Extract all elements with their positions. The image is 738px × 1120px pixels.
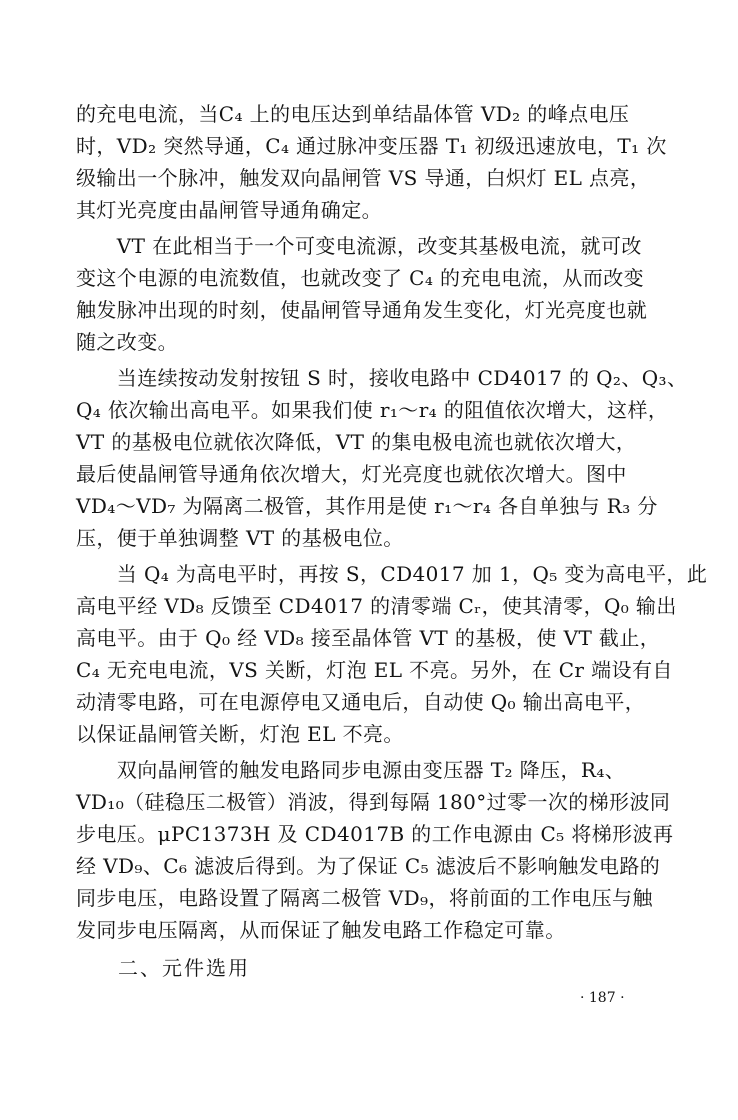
text-line: VD₄～VD₇ 为隔离二极管，其作用是使 r₁～r₄ 各自单独与 R₃ 分 — [76, 494, 658, 518]
text-line: 变这个电源的电流数值，也就改变了 C₄ 的充电电流，从而改变 — [76, 266, 645, 290]
paragraph-2 — [76, 230, 666, 358]
text-line: 以保证晶闸管关断，灯泡 EL 不亮。 — [76, 722, 404, 746]
text-line: 其灯光亮度由晶闸管导通角确定。 — [76, 198, 382, 222]
text-line: 压，便于单独调整 VT 的基极电位。 — [76, 526, 404, 550]
text-line: 经 VD₉、C₆ 滤波后得到。为了保证 C₅ 滤波后不影响触发电路的 — [76, 854, 661, 878]
text-line: VT 的基极电位就依次降低，VT 的集电极电流也就依次增大， — [76, 430, 637, 454]
text-line: 高电平经 VD₈ 反馈至 CD4017 的清零端 Cᵣ，使其清零，Q₀ 输出 — [76, 594, 677, 618]
paragraph-1 — [76, 98, 666, 226]
text-line: 当连续按动发射按钮 S 时，接收电路中 CD4017 的 Q₂、Q₃、 — [76, 366, 688, 390]
text-line: 动清零电路，可在电源停电又通电后，自动使 Q₀ 输出高电平， — [76, 690, 646, 714]
text-line: 发同步电压隔离，从而保证了触发电路工作稳定可靠。 — [76, 918, 566, 942]
section-heading: 二、元件选用 — [118, 956, 250, 980]
text-line: 时，VD₂ 突然导通，C₄ 通过脉冲变压器 T₁ 初级迅速放电，T₁ 次 — [76, 134, 667, 158]
text-line: 同步电压，电路设置了隔离二极管 VD₉，将前面的工作电压与触 — [76, 886, 653, 910]
paragraph-5 — [76, 754, 674, 946]
text-line: C₄ 无充电电流，VS 关断，灯泡 EL 不亮。另外，在 Cr 端设有自 — [76, 658, 673, 682]
paragraph-4 — [76, 558, 708, 750]
text-line: VT 在此相当于一个可变电流源，改变其基极电流，就可改 — [76, 234, 642, 258]
text-line: 触发脉冲出现的时刻，使晶闸管导通角发生变化，灯光亮度也就 — [76, 298, 648, 322]
text-line: 当 Q₄ 为高电平时，再按 S，CD4017 加 1，Q₅ 变为高电平，此 — [76, 562, 708, 586]
text-line: 的充电电流，当C₄ 上的电压达到单结晶体管 VD₂ 的峰点电压 — [76, 102, 630, 126]
text-line: 最后使晶闸管导通角依次增大，灯光亮度也就依次增大。图中 — [76, 462, 627, 486]
text-line: 随之改变。 — [76, 330, 178, 354]
text-line: 高电平。由于 Q₀ 经 VD₈ 接至晶体管 VT 的基极，使 VT 截止， — [76, 626, 661, 650]
text-line: 双向晶闸管的触发电路同步电源由变压器 T₂ 降压，R₄、 — [76, 758, 626, 782]
page-number: · 187 · — [580, 990, 625, 1006]
text-line: VD₁₀（硅稳压二极管）消波，得到每隔 180°过零一次的梯形波同 — [76, 790, 671, 814]
text-line: Q₄ 依次输出高电平。如果我们使 r₁～r₄ 的阻值依次增大，这样， — [76, 398, 669, 422]
paragraph-3 — [76, 362, 688, 554]
text-line: 级输出一个脉冲，触发双向晶闸管 VS 导通，白炽灯 EL 点亮， — [76, 166, 651, 190]
text-line: 步电压。μPC1373H 及 CD4017B 的工作电源由 C₅ 将梯形波再 — [76, 822, 674, 846]
